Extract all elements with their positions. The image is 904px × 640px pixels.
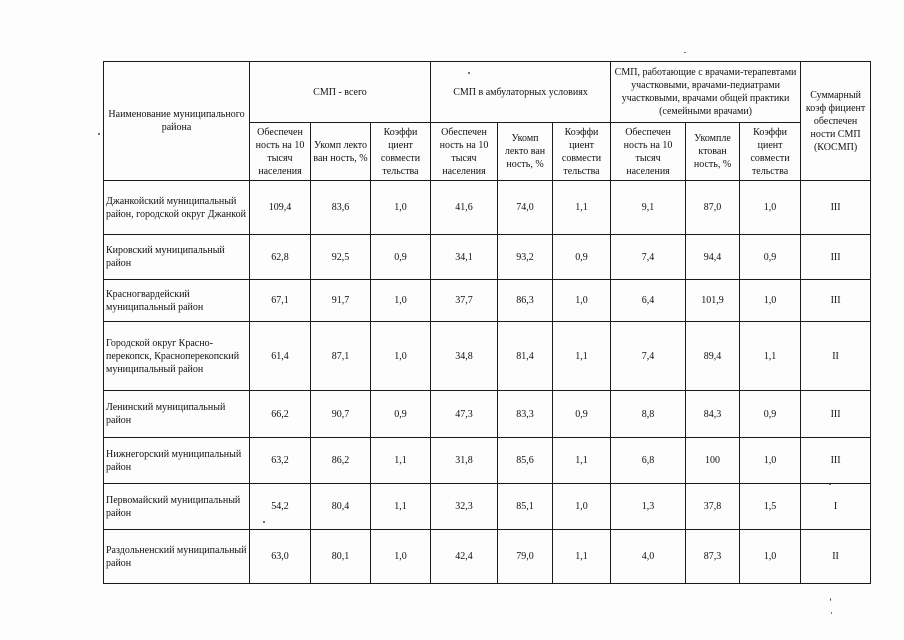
kosmp-cell: II bbox=[801, 322, 871, 391]
table-row bbox=[104, 391, 871, 438]
table-row bbox=[104, 235, 871, 280]
table-cell: 89,4 bbox=[686, 322, 740, 391]
district-name: Раздольненский муниципальный район bbox=[104, 530, 250, 584]
table-cell: 1,1 bbox=[553, 438, 611, 484]
table-cell: 7,4 bbox=[611, 235, 686, 280]
district-name: Красногвардейский муниципальный район bbox=[104, 280, 250, 322]
table-cell: 1,1 bbox=[371, 438, 431, 484]
table-cell: 86,3 bbox=[498, 280, 553, 322]
table-cell: 92,5 bbox=[311, 235, 371, 280]
header-municipal-district: Наименование муниципального района bbox=[104, 62, 250, 181]
table-cell: 87,0 bbox=[686, 181, 740, 235]
table-cell: 74,0 bbox=[498, 181, 553, 235]
kosmp-cell: III bbox=[801, 181, 871, 235]
table-cell: 6,4 bbox=[611, 280, 686, 322]
table-cell: 37,8 bbox=[686, 484, 740, 530]
table-cell: 101,9 bbox=[686, 280, 740, 322]
table-row bbox=[104, 438, 871, 484]
district-name: Джанкойский муниципальный район, городской округ Джанкой bbox=[104, 181, 250, 235]
table-row bbox=[104, 322, 871, 391]
table-cell: 1,0 bbox=[553, 484, 611, 530]
table-row bbox=[104, 530, 871, 584]
table-cell: 7,4 bbox=[611, 322, 686, 391]
table-cell: 1,3 bbox=[611, 484, 686, 530]
table-cell: 79,0 bbox=[498, 530, 553, 584]
table-cell: 84,3 bbox=[686, 391, 740, 438]
table-cell: 1,1 bbox=[553, 530, 611, 584]
table-cell: 1,0 bbox=[740, 280, 801, 322]
district-name: Городской округ Красно-перекопск, Красноперекопский муниципальный район bbox=[104, 322, 250, 391]
table-cell: 8,8 bbox=[611, 391, 686, 438]
table-cell: 1,1 bbox=[371, 484, 431, 530]
scan-speck bbox=[98, 133, 100, 135]
table-cell: 54,2 bbox=[250, 484, 311, 530]
district-name: Нижнегорский муниципальный район bbox=[104, 438, 250, 484]
table-cell: 87,1 bbox=[311, 322, 371, 391]
table-cell: 34,8 bbox=[431, 322, 498, 391]
table-cell: 63,0 bbox=[250, 530, 311, 584]
table-row bbox=[104, 280, 871, 322]
header-smp-outpatient: СМП в амбулаторных условиях bbox=[431, 62, 611, 123]
table-cell: 67,1 bbox=[250, 280, 311, 322]
kosmp-cell: II bbox=[801, 530, 871, 584]
table-cell: 90,7 bbox=[311, 391, 371, 438]
table-cell: 91,7 bbox=[311, 280, 371, 322]
kosmp-cell: III bbox=[801, 280, 871, 322]
table-cell: 1,1 bbox=[553, 181, 611, 235]
subheader-provision: Обеспечен ность на 10 тысяч населения bbox=[250, 123, 311, 181]
table-cell: 85,6 bbox=[498, 438, 553, 484]
table-cell: 66,2 bbox=[250, 391, 311, 438]
scan-speck bbox=[684, 52, 686, 53]
subheader-staffing: Укомп лекто ван ность, % bbox=[311, 123, 371, 181]
table-cell: 0,9 bbox=[553, 391, 611, 438]
subheader-coefficient: Коэффи циент совмести тельства bbox=[371, 123, 431, 181]
table-cell: 1,0 bbox=[740, 438, 801, 484]
table-cell: 37,7 bbox=[431, 280, 498, 322]
table-cell: 47,3 bbox=[431, 391, 498, 438]
table-cell: 31,8 bbox=[431, 438, 498, 484]
table-cell: 86,2 bbox=[311, 438, 371, 484]
table-cell: 1,0 bbox=[740, 530, 801, 584]
table-cell: 0,9 bbox=[740, 391, 801, 438]
table-cell: 1,0 bbox=[553, 280, 611, 322]
header-smp-total: СМП - всего bbox=[250, 62, 431, 123]
kosmp-cell: III bbox=[801, 438, 871, 484]
table-cell: 1,1 bbox=[553, 322, 611, 391]
header-kosmp: Суммарный коэф фициент обеспечен ности СМП (КОСМП) bbox=[801, 62, 871, 181]
table-cell: 1,0 bbox=[371, 181, 431, 235]
table-cell: 93,2 bbox=[498, 235, 553, 280]
subheader-coefficient: Коэффи циент совмести тельства bbox=[553, 123, 611, 181]
kosmp-cell: III bbox=[801, 235, 871, 280]
table-cell: 62,8 bbox=[250, 235, 311, 280]
table-row bbox=[104, 484, 871, 530]
table-cell: 32,3 bbox=[431, 484, 498, 530]
table-cell: 1,0 bbox=[371, 280, 431, 322]
table-cell: 1,5 bbox=[740, 484, 801, 530]
table-cell: 0,9 bbox=[553, 235, 611, 280]
table-cell: 9,1 bbox=[611, 181, 686, 235]
table-cell: 4,0 bbox=[611, 530, 686, 584]
table-cell: 1,0 bbox=[371, 530, 431, 584]
subheader-staffing: Укомп лекто ван ность, % bbox=[498, 123, 553, 181]
table-cell: 109,4 bbox=[250, 181, 311, 235]
municipal-smp-table bbox=[103, 61, 871, 584]
table-cell: 0,9 bbox=[371, 391, 431, 438]
scan-speck bbox=[831, 612, 832, 614]
table-cell: 34,1 bbox=[431, 235, 498, 280]
table-cell: 61,4 bbox=[250, 322, 311, 391]
table-cell: 85,1 bbox=[498, 484, 553, 530]
kosmp-cell: III bbox=[801, 391, 871, 438]
table-cell: 41,6 bbox=[431, 181, 498, 235]
table-cell: 1,1 bbox=[740, 322, 801, 391]
table-cell: 0,9 bbox=[371, 235, 431, 280]
subheader-provision: Обеспечен ность на 10 тысяч населения bbox=[611, 123, 686, 181]
table-cell: 80,4 bbox=[311, 484, 371, 530]
table-cell: 81,4 bbox=[498, 322, 553, 391]
table-cell: 87,3 bbox=[686, 530, 740, 584]
subheader-provision: Обеспечен ность на 10 тысяч населения bbox=[431, 123, 498, 181]
table-cell: 42,4 bbox=[431, 530, 498, 584]
table-cell: 63,2 bbox=[250, 438, 311, 484]
table-cell: 6,8 bbox=[611, 438, 686, 484]
district-name: Ленинский муниципальный район bbox=[104, 391, 250, 438]
table-cell: 1,0 bbox=[740, 181, 801, 235]
table-cell: 1,0 bbox=[371, 322, 431, 391]
header-smp-with-physicians: СМП, работающие с врачами-терапевтами участковыми, врачами-педиатрами участковыми, врачами общей практики (семейными врачами) bbox=[611, 62, 801, 123]
table-row bbox=[104, 181, 871, 235]
district-name: Первомайский муниципальный район bbox=[104, 484, 250, 530]
district-name: Кировский муниципальный район bbox=[104, 235, 250, 280]
scan-speck bbox=[830, 598, 831, 601]
subheader-coefficient: Коэффи циент совмести тельства bbox=[740, 123, 801, 181]
table-cell: 83,3 bbox=[498, 391, 553, 438]
table-cell: 80,1 bbox=[311, 530, 371, 584]
kosmp-cell: I bbox=[801, 484, 871, 530]
table-cell: 83,6 bbox=[311, 181, 371, 235]
table-cell: 94,4 bbox=[686, 235, 740, 280]
table-cell: 0,9 bbox=[740, 235, 801, 280]
table-cell: 100 bbox=[686, 438, 740, 484]
subheader-staffing: Укомпле ктован ность, % bbox=[686, 123, 740, 181]
